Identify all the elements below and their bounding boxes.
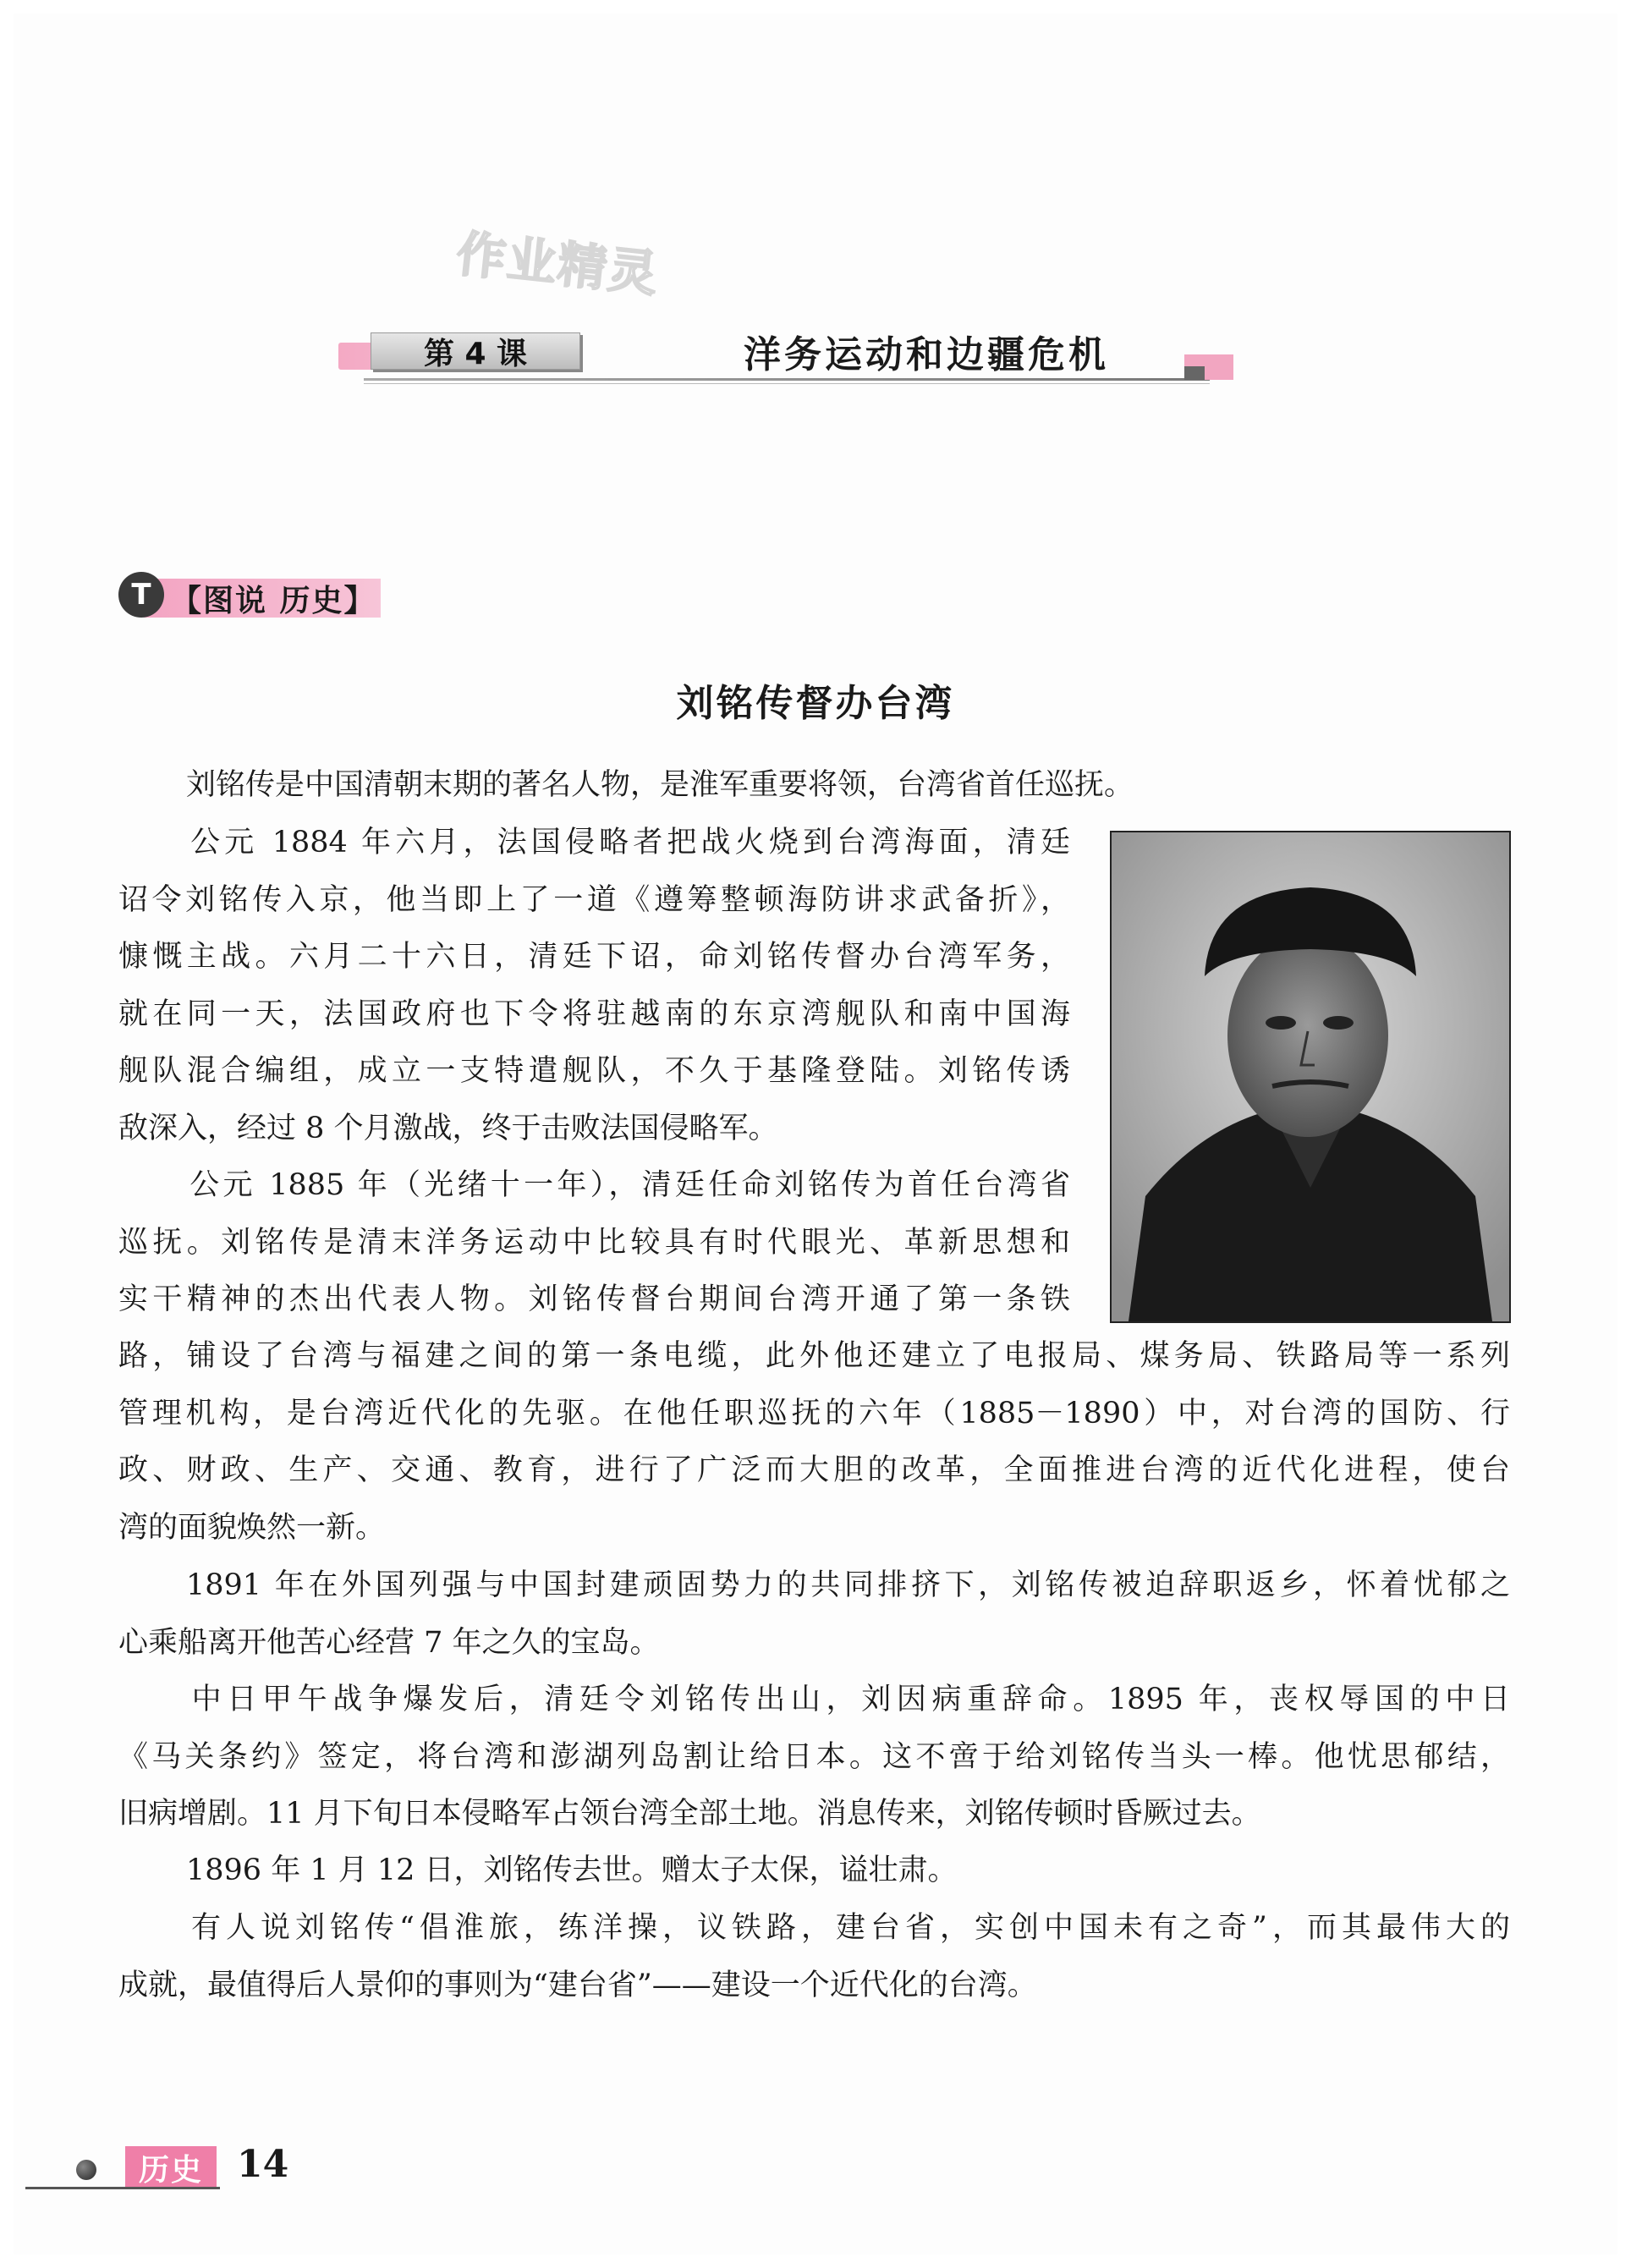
watermark-text: 作业精灵 bbox=[453, 224, 662, 304]
paragraph-1 bbox=[118, 757, 1510, 815]
lesson-number: 第 4 课 bbox=[371, 332, 580, 370]
footer-rule bbox=[25, 2187, 220, 2189]
paragraph-line: 湾的面貌焕然一新。 bbox=[118, 1510, 386, 1545]
paragraph-line: 公元 1884 年六月，法国侵略者把战火烧到台湾海面，清廷 bbox=[186, 826, 1070, 859]
lesson-title: 洋务运动和边疆危机 bbox=[744, 333, 1109, 376]
paragraph-3-top bbox=[118, 1157, 1070, 1329]
paragraph-line: 就在同一天，法国政府也下令将驻越南的东京湾舰队和南中国海 bbox=[118, 997, 1070, 1031]
paragraph-2 bbox=[118, 815, 1070, 1157]
paragraph-5 bbox=[118, 1672, 1510, 1843]
paragraph-line: 旧病增剧。11 月下旬日本侵略军占领台湾全部土地。消息传来，刘铭传顿时昏厥过去。 bbox=[118, 1797, 1261, 1831]
paragraph-line: 刘铭传是中国清朝末期的著名人物，是淮军重要将领，台湾省首任巡抚。 bbox=[186, 768, 1134, 802]
paragraph-line: 路，铺设了台湾与福建之间的第一条电缆，此外他还建立了电报局、煤务局、铁路局等一系列 bbox=[118, 1339, 1510, 1373]
lesson-header bbox=[338, 326, 1239, 393]
paragraph-line: 实干精神的杰出代表人物。刘铭传督台期间台湾开通了第一条铁 bbox=[118, 1282, 1070, 1316]
paragraph-line: 巡抚。刘铭传是清末洋务运动中比较具有时代眼光、革新思想和 bbox=[118, 1225, 1070, 1260]
paragraph-line: 诏令刘铭传入京，他当即上了一道《遵筹整顿海防讲求武备折》， bbox=[118, 882, 1070, 917]
page-number: 14 bbox=[237, 2143, 289, 2186]
section-label: 【图说 历史】 bbox=[171, 583, 376, 618]
paragraph-line: 心乘船离开他苦心经营 7 年之久的宝岛。 bbox=[118, 1625, 660, 1660]
section-badge bbox=[118, 567, 398, 626]
paragraph-6 bbox=[118, 1842, 1510, 1900]
lesson-header-dark-block bbox=[1184, 366, 1205, 380]
paragraph-line: 中日甲午战争爆发后，清廷令刘铭传出山，刘因病重辞命。1895 年，丧权辱国的中日 bbox=[186, 1683, 1510, 1716]
bullet-dot-icon bbox=[76, 2160, 96, 2180]
paragraph-line: 敌深入，经过 8 个月激战，终于击败法国侵略军。 bbox=[118, 1111, 778, 1145]
paragraph-line: 管理机构，是台湾近代化的先驱。在他任职巡抚的六年（1885－1890）中，对台湾的国防、行 bbox=[118, 1396, 1510, 1431]
subject-badge: 历史 bbox=[125, 2146, 217, 2188]
portrait-photo bbox=[1110, 831, 1511, 1323]
section-t-icon: T bbox=[118, 572, 164, 618]
paragraph-4 bbox=[118, 1557, 1510, 1672]
paragraph-line: 1896 年 1 月 12 日，刘铭传去世。赠太子太保，谥壮肃。 bbox=[186, 1853, 958, 1887]
paragraph-line: 公元 1885 年（光绪十一年），清廷任命刘铭传为首任台湾省 bbox=[186, 1168, 1070, 1202]
paragraph-line: 《马关条约》签定，将台湾和澎湖列岛割让给日本。这不啻于给刘铭传当头一棒。他忧思郁结， bbox=[118, 1739, 1510, 1774]
paragraph-line: 舰队混合编组，成立一支特遣舰队，不久于基隆登陆。刘铭传诱 bbox=[118, 1054, 1070, 1088]
paragraph-3-bottom bbox=[118, 1328, 1510, 1557]
portrait-illustration bbox=[1112, 832, 1509, 1321]
paragraph-line: 慷慨主战。六月二十六日，清廷下诏，命刘铭传督办台湾军务， bbox=[118, 940, 1070, 974]
lesson-header-rule bbox=[364, 378, 1210, 381]
paragraph-7 bbox=[118, 1900, 1510, 2014]
page-footer bbox=[0, 2136, 1631, 2204]
paragraph-line: 1891 年在外国列强与中国封建顽固势力的共同排挤下，刘铭传被迫辞职返乡，怀着忧郁之 bbox=[186, 1568, 1510, 1602]
paragraph-line: 有人说刘铭传“倡淮旅，练洋操，议铁路，建台省，实创中国未有之奇”，而其最伟大的 bbox=[186, 1911, 1510, 1945]
lesson-header-rule-thin bbox=[364, 383, 1210, 384]
article-title: 刘铭传督办台湾 bbox=[676, 682, 955, 725]
paragraph-line: 政、财政、生产、交通、教育，进行了广泛而大胆的改革，全面推进台湾的近代化进程，使台 bbox=[118, 1453, 1510, 1487]
paragraph-line: 成就，最值得后人景仰的事则为“建台省”——建设一个近代化的台湾。 bbox=[118, 1968, 1037, 2002]
